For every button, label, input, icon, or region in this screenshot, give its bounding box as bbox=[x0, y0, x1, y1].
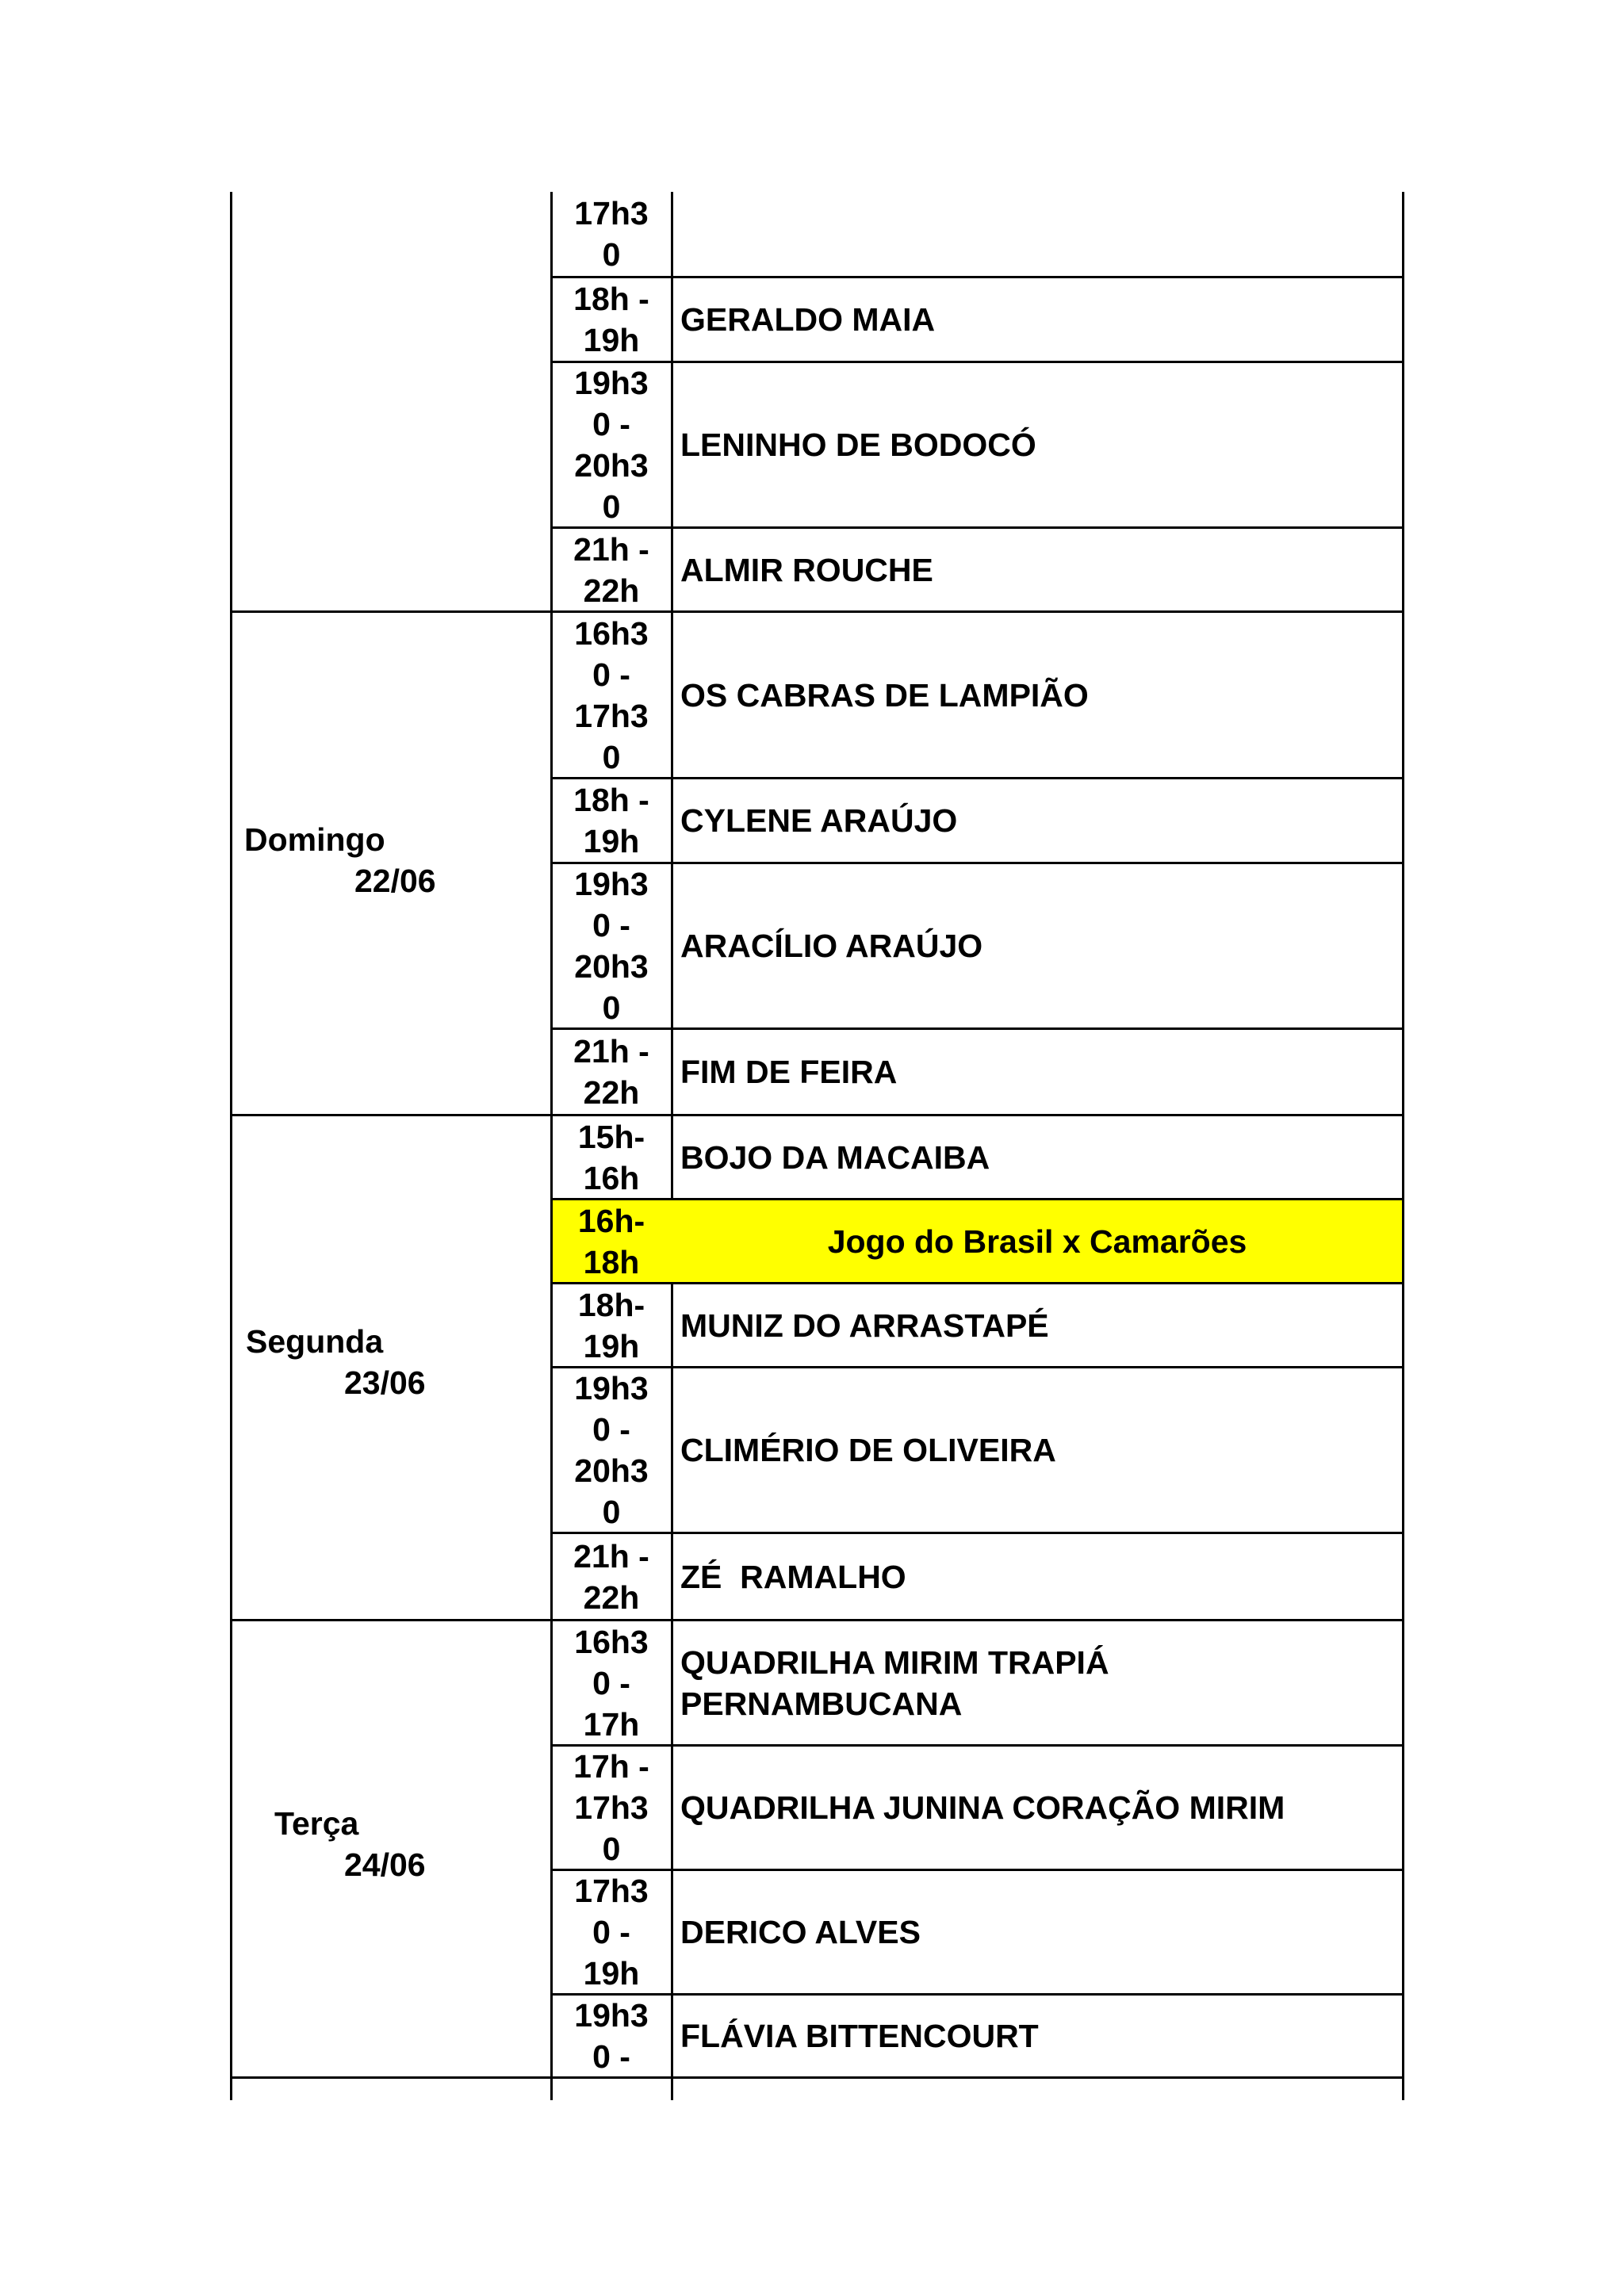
time-line: 0 bbox=[602, 236, 621, 273]
act-cell bbox=[672, 1621, 1402, 1744]
act-cell bbox=[672, 1116, 1402, 1198]
time-line: 21h - bbox=[573, 1033, 649, 1070]
act-cell bbox=[672, 1747, 1402, 1869]
act-line: GERALDO MAIA bbox=[680, 301, 936, 338]
time-line: 22h bbox=[583, 1074, 640, 1111]
act-line: PERNAMBUCANA bbox=[680, 1685, 963, 1722]
time-line: 22h bbox=[583, 572, 640, 609]
act-line: LENINHO DE BODOCÓ bbox=[680, 427, 1036, 463]
time-cell bbox=[552, 1996, 671, 2076]
time-line: 16h- bbox=[577, 1202, 645, 1239]
act-cell bbox=[672, 278, 1402, 361]
time-line: 15h- bbox=[577, 1118, 645, 1155]
time-line: 19h bbox=[583, 1327, 640, 1364]
time-line: 19h3 bbox=[574, 1370, 649, 1406]
act-cell bbox=[672, 192, 1402, 276]
time-line: 17h3 bbox=[574, 697, 649, 734]
time-cell bbox=[552, 613, 671, 777]
time-line: 16h bbox=[583, 1159, 640, 1196]
time-line: 19h3 bbox=[574, 365, 649, 401]
act-line: QUADRILHA MIRIM TRAPIÁ bbox=[680, 1644, 1109, 1681]
time-line: 18h bbox=[583, 1243, 640, 1280]
time-cell bbox=[552, 1534, 671, 1619]
time-line: 0 - bbox=[592, 907, 630, 943]
time-line: 0 - bbox=[592, 406, 630, 442]
time-line: 21h - bbox=[573, 530, 649, 568]
act-cell bbox=[672, 363, 1402, 526]
act-cell bbox=[672, 1284, 1402, 1366]
act-line: ZÉ RAMALHO bbox=[680, 1558, 906, 1595]
time-line: 19h3 bbox=[574, 1997, 649, 2034]
time-line: 0 - bbox=[592, 2038, 630, 2075]
act-line: QUADRILHA JUNINA CORAÇÃO MIRIM bbox=[680, 1789, 1285, 1826]
time-line: 20h3 bbox=[574, 948, 649, 985]
table-right-border bbox=[1402, 192, 1404, 2100]
act-line: CLIMÉRIO DE OLIVEIRA bbox=[680, 1432, 1056, 1468]
act-cell bbox=[672, 779, 1402, 862]
time-line: 0 - bbox=[592, 1664, 630, 1701]
act-cell bbox=[672, 529, 1402, 610]
time-line: 17h3 bbox=[574, 195, 649, 232]
act-line: ARACÍLIO ARAÚJO bbox=[680, 928, 983, 964]
time-cell-highlight bbox=[552, 1200, 671, 1282]
time-line: 17h - bbox=[573, 1748, 649, 1785]
day-cell-segunda bbox=[232, 1321, 549, 1403]
act-line: FLÁVIA BITTENCOURT bbox=[680, 2018, 1039, 2054]
act-line: FIM DE FEIRA bbox=[680, 1054, 898, 1090]
time-line: 17h bbox=[583, 1705, 640, 1743]
time-cell bbox=[552, 529, 671, 610]
time-cell bbox=[552, 1030, 671, 1114]
table-bottom-border bbox=[230, 2076, 1404, 2079]
time-cell bbox=[552, 1116, 671, 1198]
act-cell bbox=[672, 864, 1402, 1027]
time-line: 20h3 bbox=[574, 1452, 649, 1489]
time-line: 19h bbox=[583, 823, 640, 859]
time-line: 0 - bbox=[592, 656, 630, 693]
time-line: 21h - bbox=[573, 1537, 649, 1575]
time-cell bbox=[552, 779, 671, 862]
act-line: Jogo do Brasil x Camarões bbox=[827, 1223, 1247, 1260]
time-line: 16h3 bbox=[574, 1623, 649, 1660]
time-line: 20h3 bbox=[574, 447, 649, 484]
day-date: 22/06 bbox=[354, 863, 436, 899]
time-cell bbox=[552, 363, 671, 526]
time-line: 0 bbox=[602, 488, 621, 525]
time-line: 0 bbox=[602, 989, 621, 1026]
act-line: MUNIZ DO ARRASTAPÉ bbox=[680, 1307, 1049, 1344]
act-cell-highlight bbox=[672, 1200, 1402, 1282]
time-line: 0 bbox=[602, 1494, 621, 1530]
act-cell bbox=[672, 1996, 1402, 2076]
day-name: Terça bbox=[274, 1805, 359, 1842]
time-line: 0 bbox=[602, 1831, 621, 1867]
time-cell bbox=[552, 1368, 671, 1532]
day-cell-terca bbox=[232, 1803, 549, 1885]
time-line: 17h3 bbox=[574, 1873, 649, 1909]
time-line: 19h bbox=[583, 322, 640, 358]
act-line: DERICO ALVES bbox=[680, 1914, 921, 1950]
time-line: 0 bbox=[602, 738, 621, 775]
act-line: BOJO DA MACAIBA bbox=[680, 1138, 990, 1176]
time-cell bbox=[552, 1747, 671, 1869]
time-line: 17h3 bbox=[574, 1789, 649, 1826]
day-date: 23/06 bbox=[344, 1364, 426, 1401]
time-line: 0 - bbox=[592, 1411, 630, 1448]
act-line: OS CABRAS DE LAMPIÃO bbox=[680, 676, 1089, 714]
act-cell bbox=[672, 1871, 1402, 1993]
act-line: ALMIR ROUCHE bbox=[680, 551, 933, 588]
act-cell bbox=[672, 1030, 1402, 1114]
time-cell bbox=[552, 278, 671, 361]
day-name: Domingo bbox=[244, 821, 385, 858]
act-line: CYLENE ARAÚJO bbox=[680, 802, 958, 839]
time-line: 18h - bbox=[573, 782, 649, 818]
time-line: 0 - bbox=[592, 1914, 630, 1950]
time-cell bbox=[552, 1284, 671, 1366]
time-line: 18h - bbox=[573, 281, 649, 317]
time-line: 16h3 bbox=[574, 614, 649, 652]
act-cell bbox=[672, 1368, 1402, 1532]
act-cell bbox=[672, 613, 1402, 777]
time-cell bbox=[552, 864, 671, 1027]
day-date: 24/06 bbox=[344, 1846, 426, 1883]
time-line: 22h bbox=[583, 1578, 640, 1616]
time-cell bbox=[552, 1871, 671, 1993]
time-line: 18h- bbox=[577, 1286, 645, 1323]
act-cell bbox=[672, 1534, 1402, 1619]
time-cell bbox=[552, 1621, 671, 1744]
day-cell-domingo bbox=[232, 819, 549, 901]
time-line: 19h bbox=[583, 1955, 640, 1992]
time-line: 19h3 bbox=[574, 866, 649, 902]
day-name: Segunda bbox=[246, 1323, 384, 1360]
time-cell bbox=[552, 192, 671, 276]
